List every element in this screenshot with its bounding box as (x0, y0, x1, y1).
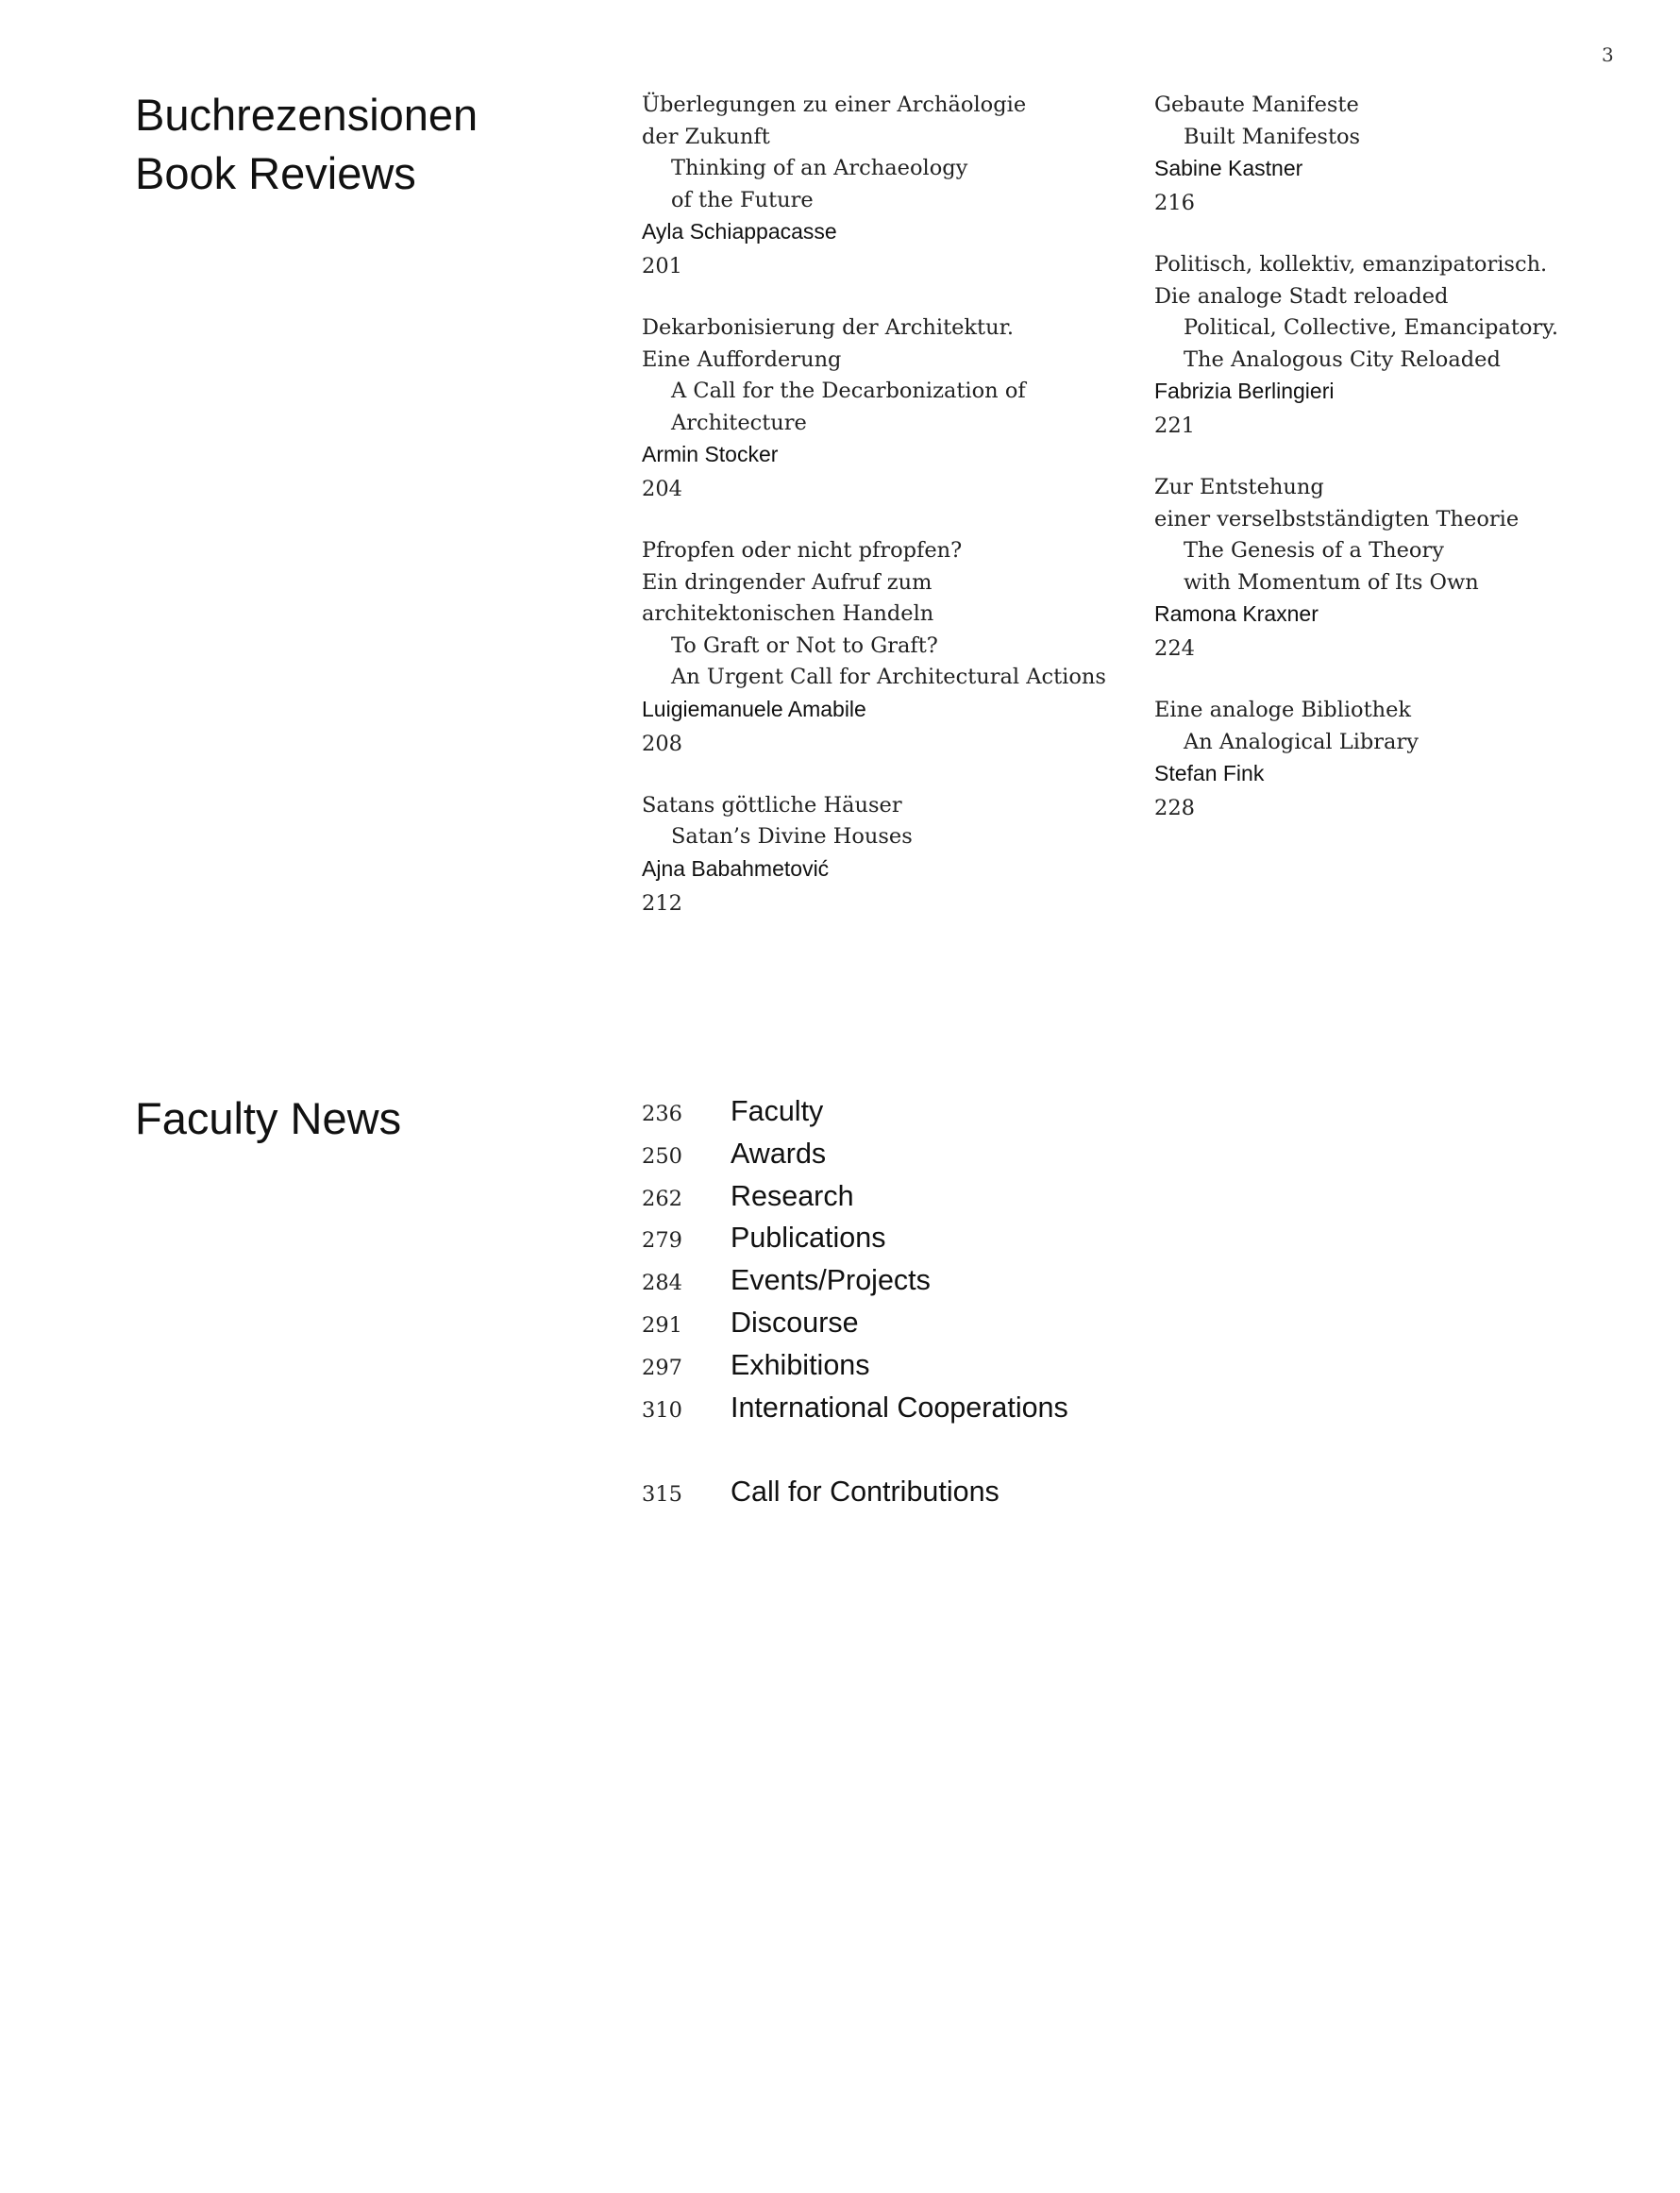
faculty-news-list (642, 1095, 1068, 1518)
review-title-english: Built Manifestos (1184, 124, 1361, 149)
page-number: 3 (1602, 43, 1614, 66)
news-page-number: 279 (642, 1228, 682, 1254)
book-reviews-heading (135, 86, 478, 203)
news-label: Discourse (731, 1306, 859, 1339)
review-title-english: Satan’s Divine Houses (671, 824, 913, 849)
review-title-english: The Analogous City Reloaded (1184, 346, 1501, 372)
faculty-news-heading: Faculty News (135, 1093, 402, 1143)
review-title-german: Pfropfen oder nicht pfropfen? (642, 538, 963, 563)
news-item[interactable] (642, 1392, 1068, 1434)
review-title-german: Eine Aufforderung (642, 346, 842, 372)
review-title-german: Satans göttliche Häuser (642, 792, 902, 818)
news-item[interactable] (642, 1138, 1068, 1180)
review-author: Fabrizia Berlingieri (1154, 379, 1335, 403)
news-page-number: 297 (642, 1355, 682, 1380)
news-label: Faculty (731, 1095, 824, 1127)
news-item[interactable] (642, 1476, 1068, 1518)
reviews-column-left (642, 90, 1123, 950)
review-title-german: architektonischen Handeln (642, 601, 934, 626)
review-author: Ayla Schiappacasse (642, 219, 837, 244)
review-entry[interactable] (1154, 695, 1626, 824)
news-label: Awards (731, 1137, 827, 1170)
review-entry[interactable] (642, 535, 1123, 760)
news-item[interactable] (642, 1095, 1068, 1138)
heading-german: Buchrezensionen (135, 90, 479, 140)
review-author: Ramona Kraxner (1154, 601, 1319, 626)
news-item[interactable] (642, 1307, 1068, 1349)
review-author: Armin Stocker (642, 442, 779, 466)
news-page-number: 284 (642, 1271, 682, 1296)
review-page-number: 224 (1154, 636, 1195, 661)
review-title-german: einer verselbstständigten Theorie (1154, 506, 1520, 531)
news-label: Exhibitions (731, 1348, 870, 1381)
news-item[interactable] (642, 1180, 1068, 1223)
news-label: Events/Projects (731, 1264, 931, 1297)
news-label: Call for Contributions (731, 1476, 1000, 1509)
heading-english: Book Reviews (135, 148, 416, 198)
review-title-english: A Call for the Decarbonization of (671, 379, 1026, 403)
review-title-english: To Graft or Not to Graft? (671, 633, 938, 658)
review-title-english: An Urgent Call for Architectural Actions (671, 665, 1106, 689)
review-title-english: Thinking of an Archaeology (671, 156, 968, 180)
news-page-number: 236 (642, 1102, 682, 1126)
review-title-german: Zur Entstehung (1154, 475, 1324, 499)
news-label: Research (731, 1179, 854, 1212)
review-entry[interactable] (642, 790, 1123, 919)
review-title-english: An Analogical Library (1184, 729, 1419, 754)
review-title-english: with Momentum of Its Own (1184, 569, 1479, 595)
news-label: International Cooperations (731, 1391, 1068, 1424)
review-title-german: der Zukunft (642, 124, 770, 149)
review-entry[interactable] (1154, 249, 1626, 442)
review-author: Sabine Kastner (1154, 156, 1303, 180)
news-item[interactable] (642, 1222, 1068, 1264)
review-title-german: Gebaute Manifeste (1154, 93, 1359, 117)
review-entry[interactable] (1154, 90, 1626, 219)
news-label: Publications (731, 1222, 886, 1255)
review-author: Stefan Fink (1154, 761, 1265, 785)
news-page-number: 250 (642, 1143, 682, 1169)
review-title-german: Dekarbonisierung der Architektur. (642, 315, 1015, 340)
review-title-english: Architecture (671, 410, 807, 435)
review-page-number: 228 (1154, 796, 1195, 820)
review-title-english: Political, Collective, Emancipatory. (1184, 315, 1559, 340)
review-title-german: Ein dringender Aufruf zum (642, 569, 932, 595)
review-entry[interactable] (642, 312, 1123, 505)
review-title-english: The Genesis of a Theory (1184, 538, 1444, 563)
review-page-number: 212 (642, 890, 682, 916)
news-page-number: 315 (642, 1482, 682, 1508)
review-entry[interactable] (1154, 472, 1626, 665)
news-page-number: 262 (642, 1186, 682, 1211)
review-page-number: 221 (1154, 413, 1195, 438)
review-title-german: Eine analoge Bibliothek (1154, 698, 1412, 722)
news-page-number: 291 (642, 1312, 682, 1338)
news-page-number: 310 (642, 1397, 682, 1423)
review-page-number: 208 (642, 731, 682, 756)
news-item[interactable] (642, 1264, 1068, 1307)
reviews-column-right (1154, 90, 1626, 854)
review-author: Luigiemanuele Amabile (642, 696, 866, 721)
review-title-german: Die analoge Stadt reloaded (1154, 283, 1449, 309)
review-page-number: 204 (642, 477, 682, 501)
review-page-number: 216 (1154, 191, 1195, 215)
review-title-german: Politisch, kollektiv, emanzipatorisch. (1154, 252, 1548, 277)
review-title-english: of the Future (671, 187, 814, 212)
review-page-number: 201 (642, 254, 682, 278)
review-author: Ajna Babahmetović (642, 855, 830, 881)
review-title-german: Überlegungen zu einer Archäologie (642, 93, 1027, 117)
news-item[interactable] (642, 1349, 1068, 1392)
review-entry[interactable] (642, 90, 1123, 282)
